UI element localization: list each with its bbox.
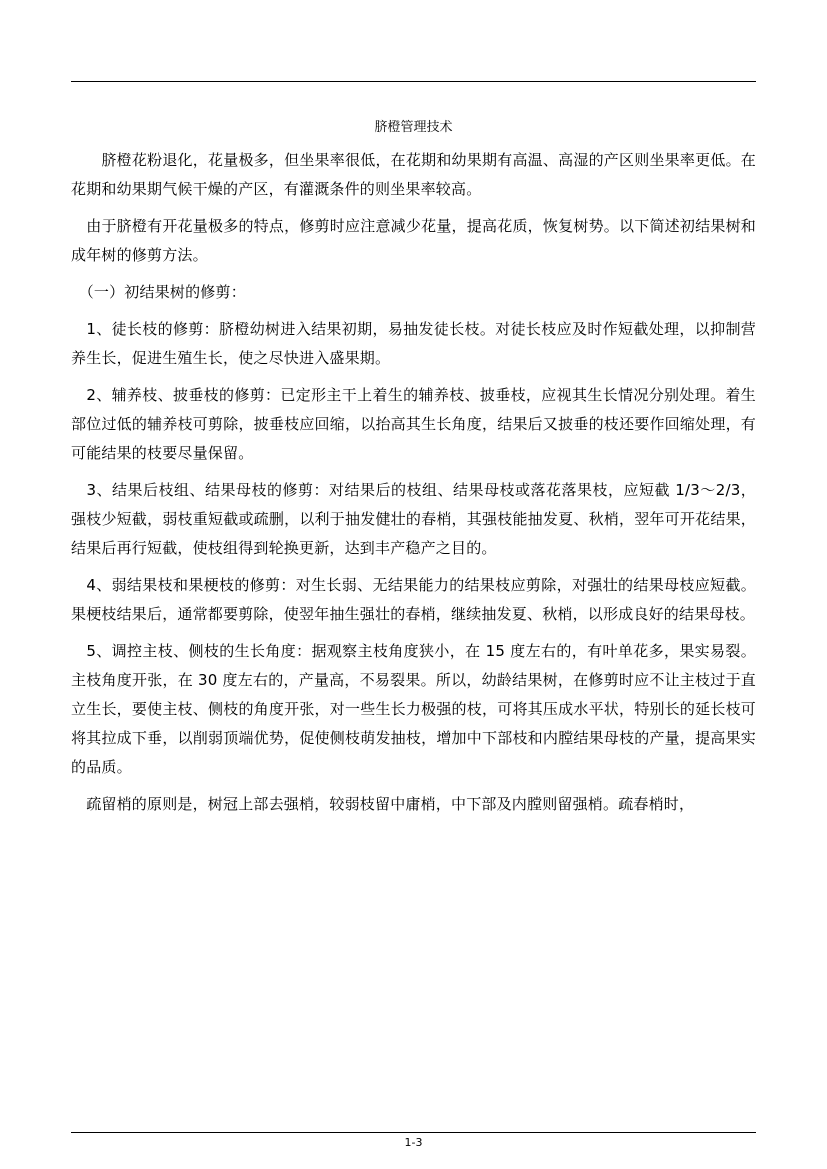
section-heading: （一）初结果树的修剪： bbox=[71, 283, 246, 301]
footer-rule bbox=[71, 1132, 756, 1133]
paragraph: 脐橙花粉退化，花量极多，但坐果率很低，在花期和幼果期有高温、高湿的产区则坐果率更低。在花期和幼果期气候干燥的产区，有灌溉条件的则坐果率较高。 bbox=[71, 151, 756, 198]
document-title: 脐橙管理技术 bbox=[374, 120, 453, 135]
paragraph: 1、徒长枝的修剪：脐橙幼树进入结果初期，易抽发徒长枝。对徒长枝应及时作短截处理，以抑制营养生长，促进生殖生长，使之尽快进入盛果期。 bbox=[71, 320, 756, 367]
page-number: 1-3 bbox=[404, 1136, 423, 1149]
paragraph: 5、调控主枝、侧枝的生长角度：据观察主枝角度狭小，在 15 度左右的，有叶单花多，果实易裂。主枝角度开张，在 30 度左右的，产量高，不易裂果。所以，幼龄结果树，在修剪时应不让主枝过于直立生长，要使主枝、侧枝的角度开张，对一些生长力极强的枝，可将其压成水平状，特别长的延长枝可将其拉成下垂，以削弱顶端优势，促使侧枝萌发抽枝，增加中下部枝和内膛结果母枝的产量，提高果实的品质。 bbox=[71, 642, 756, 776]
paragraph: 由于脐橙有开花量极多的特点，修剪时应注意减少花量，提高花质，恢复树势。以下简述初结果树和成年树的修剪方法。 bbox=[71, 217, 756, 264]
document-body bbox=[71, 146, 756, 827]
paragraph: 4、弱结果枝和果梗枝的修剪：对生长弱、无结果能力的结果枝应剪除，对强壮的结果母枝应短截。果梗枝结果后，通常都要剪除，使翌年抽生强壮的春梢，继续抽发夏、秋梢，以形成良好的结果母枝。 bbox=[71, 576, 756, 623]
paragraph: 3、结果后枝组、结果母枝的修剪：对结果后的枝组、结果母枝或落花落果枝，应短截 1/3～2/3，强枝少短截，弱枝重短截或疏删，以利于抽发健壮的春梢，其强枝能抽发夏、秋梢，翌年可开花结果，结果后再行短截，使枝组得到轮换更新，达到丰产稳产之目的。 bbox=[71, 481, 756, 557]
paragraph: 疏留梢的原则是，树冠上部去强梢，较弱枝留中庸梢，中下部及内膛则留强梢。疏春梢时， bbox=[71, 795, 695, 813]
header-rule bbox=[71, 81, 756, 82]
paragraph: 2、辅养枝、披垂枝的修剪：已定形主干上着生的辅养枝、披垂枝，应视其生长情况分别处理。着生部位过低的辅养枝可剪除，披垂枝应回缩，以抬高其生长角度，结果后又披垂的枝还要作回缩处理，有可能结果的枝要尽量保留。 bbox=[71, 386, 756, 462]
